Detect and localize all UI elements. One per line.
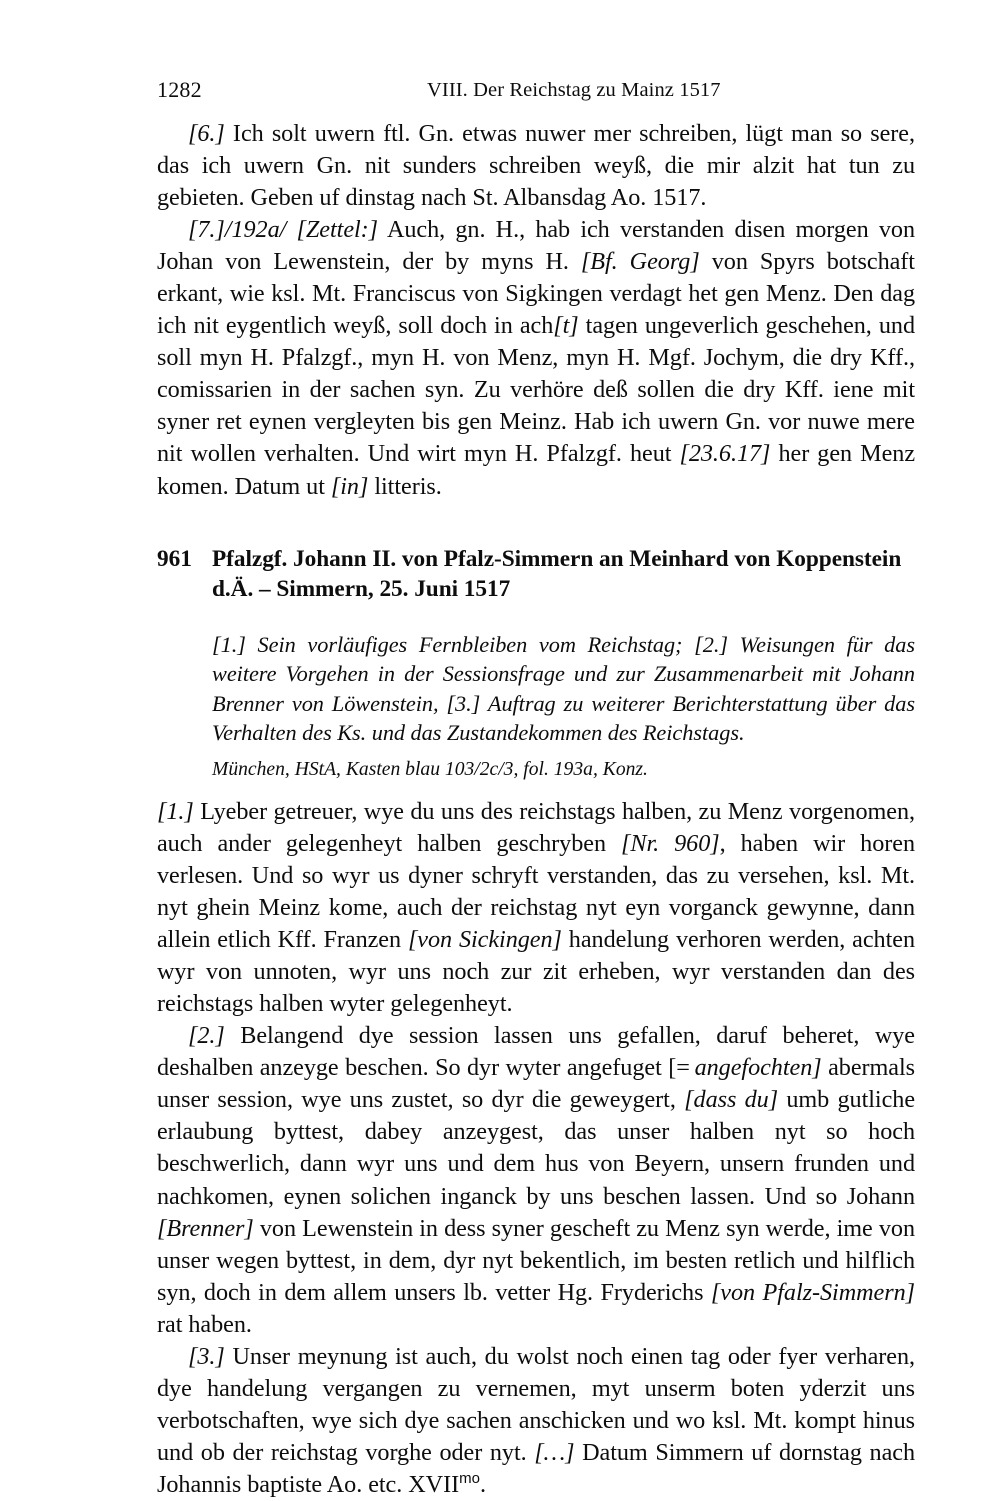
editorial-date-note: [23.6.17]	[679, 440, 771, 468]
paragraph-2-seg-i: rat haben.	[157, 1310, 252, 1338]
paragraph-2-seg-g: von Lewenstein in dess syner gescheft zu Menz syn werde, ime von unser wegen byttest, in dem, dyr nyt bekentlich, im besten retlich und hilflich syn, doch in dem allem unsers lb. vetter Hg. Fryderichs	[157, 1214, 915, 1306]
editorial-insertion-dass-du: [dass du]	[684, 1086, 779, 1114]
paragraph-3-seg-c: Datum Simmern uf dornstag nach Johannis baptiste Ao. etc. XVII	[157, 1438, 915, 1498]
paragraph-marker-2: [2.]	[188, 1022, 225, 1050]
paragraph-2-seg-c: abermals unser session, wye uns zustet, so dyr die geweygert,	[157, 1054, 915, 1114]
editorial-note-brenner: [Brenner]	[157, 1214, 254, 1242]
ordinal-superscript: mo	[459, 1469, 480, 1487]
paragraph-7-seg-c: von Spyrs botschaft erkant, wie ksl. Mt. Franciscus von Sigkingen verdagt het gen Menz. Den dag ich nit eygentlich weyß, soll doch in ach	[157, 248, 915, 340]
document-number: 961	[157, 545, 192, 572]
paragraph-marker-3: [3.]	[188, 1342, 225, 1370]
paragraph-marker-7: [7.]	[188, 216, 225, 244]
paragraph-1	[157, 796, 915, 1020]
paragraph-1-seg-c: , haben wir horen verlesen. Und so wyr us dyner schryft verstanden, das zu versehen, ksl. Mt. nyt ghein Meinz kome, auch der reichstag nyt eyn vorganck gewynne, dann allein etlich Kff. Franzen	[157, 829, 915, 954]
archival-source: München, HStA, Kasten blau 103/2c/3, fol. 193a, Konz.	[212, 758, 648, 780]
document-heading-line-1: Pfalzgf. Johann II. von Pfalz-Simmern an Meinhard von Koppenstein	[212, 545, 902, 572]
paragraph-2	[157, 1020, 915, 1340]
document-heading-line-2: d.Ä. – Simmern, 25. Juni 1517	[212, 576, 511, 603]
editorial-gloss-angefochten: angefochten]	[694, 1054, 822, 1082]
running-title: VIII. Der Reichstag zu Mainz 1517	[427, 79, 721, 101]
document-heading	[157, 544, 915, 605]
paragraph-7-seg-i: litteris.	[368, 472, 442, 500]
editorial-insertion-in: [in]	[330, 472, 369, 500]
paragraph-7	[157, 214, 915, 502]
paragraph-7-seg-g: her gen Menz komen. Datum ut	[157, 440, 916, 500]
paragraph-1-seg-e: handelung verhoren werden, achten wyr von unnoten, wyr uns noch zur zit erheben, wyr verstanden dan des reichstags halben wyter gelegenheyt.	[157, 926, 915, 1018]
paragraph-6	[157, 118, 915, 214]
running-head	[157, 76, 915, 104]
ellipsis-omission-mark: […]	[534, 1438, 575, 1466]
cross-reference-nr-960: [Nr. 960]	[621, 829, 720, 857]
folio-mark: /192a/	[224, 216, 287, 244]
paragraph-6-text: Ich solt uwern ftl. Gn. etwas nuwer mer schreiben, lügt man so sere, das ich uwern Gn. nit sunders schreiben weyß, die mir alzit hat tun zu gebieten. Geben uf dinstag nach St. Albansdag Ao. 1517.	[157, 120, 915, 212]
editorial-insertion-t: [t]	[553, 312, 579, 340]
paragraph-3-seg-d: .	[479, 1470, 486, 1498]
paragraph-1-seg-a: Lyeber getreuer, wye du uns des reichstags halben, zu Menz vorgenomen, auch ander gelegenheyt halben geschryben	[157, 797, 915, 857]
page-number: 1282	[157, 77, 202, 102]
editorial-gloss-open: [=	[668, 1054, 695, 1082]
paragraph-7-seg-a: Auch, gn. H., hab ich verstanden disen morgen von Johan von Lewenstein, der by myns H.	[157, 216, 915, 276]
text-column	[157, 118, 915, 1501]
zettel-mark: [Zettel:]	[296, 216, 379, 244]
paragraph-3-seg-a: Unser meynung ist auch, du wolst noch einen tag oder fyer verharen, dye handelung vergangen zu vernemen, myt unserm boten yderzit uns verbotschaften, wye sich dye sachen anschicken und wo ksl. Mt. kompt hinus und ob der reichstag vorghe oder nyt.	[157, 1342, 915, 1466]
editorial-note-von-pfalz-simmern: [von Pfalz-Simmern]	[710, 1278, 915, 1306]
paragraph-3	[157, 1341, 915, 1501]
editorial-note-bf-georg: [Bf. Georg]	[580, 248, 700, 276]
editorial-note-von-sickingen: [von Sickingen]	[407, 926, 562, 954]
document-abstract: [1.] Sein vorläufiges Fernbleiben vom Reichstag; [2.] Weisungen für das weitere Vorgehen in der Sessionsfrage und zur Zusammenarbeit mit Johann Brenner von Löwenstein, [3.] Auftrag zu weiterer Berichterstattung über das Verhalten des Ks. und das Zustandekommen des Reichstags.	[212, 631, 915, 746]
paragraph-2-seg-a: Belangend dye session lassen uns gefallen, daruf beheret, wye deshalben anzeyge beschen. So dyr wyter angefuget	[157, 1022, 915, 1082]
paragraph-marker-1: [1.]	[157, 797, 194, 825]
paragraph-7-seg-e: tagen ungeverlich geschehen, und soll myn H. Pfalzgf., myn H. von Menz, myn H. Mgf. Jochym, die dry Kff., comissarien in der sachen syn. Zu verhöre deß sollen die dry Kff. iene mit syner ret eynen vergleyten bis gen Meinz. Hab ich uwern Gn. vor nuwe mere nit wollen verhalten. Und wirt myn H. Pfalzgf. heut	[157, 312, 915, 468]
paragraph-marker-6: [6.]	[188, 120, 225, 147]
paragraph-2-seg-e: umb gutliche erlaubung byttest, dabey anzeygest, das unser halben nyt so hoch beschwerlich, dann wyr uns und dem hus von Beyern, unsern frunden und nachkomen, eynen solichen inganck by uns beschen lassen. Und so Johann	[157, 1086, 916, 1210]
